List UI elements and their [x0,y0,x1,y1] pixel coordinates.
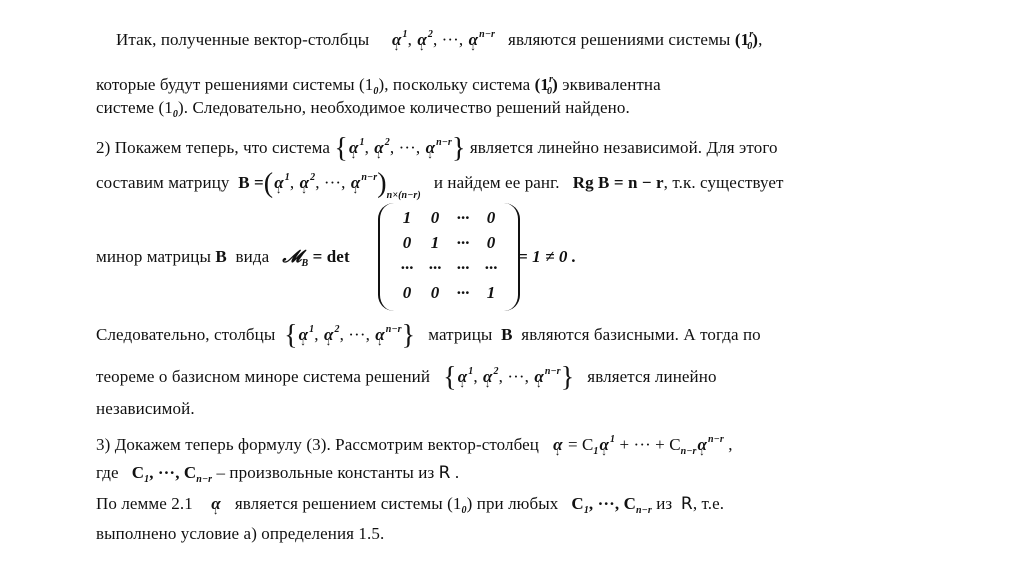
line-12: По лемме 2.1 α ↓ является решением системы $(1_0)$ при любых $C_1$, ···, $C_{n-r}$ из R, т.е. [96,492,724,523]
line-4: 2) Покажем теперь, что система {α ↓$^1$, α ↓$^2$, ···, α ↓$^{n-r}$} является линейно независимой. Для этого [96,131,778,161]
text: теореме о базисном миноре система решений [96,367,431,386]
text: из [651,494,673,513]
matrix-row [393,280,505,305]
text: = 1 ≠ 0 . [518,247,577,266]
alpha-2: α ↓ [323,323,335,347]
text: 3) Докажем теперь формулу (3). Рассмотрим вектор-столбец [96,435,539,454]
alpha-2: α ↓ [299,171,311,195]
text: составим матрицу [96,173,230,192]
alpha-nr: α ↓ [425,136,437,160]
matrix-cell: 1 [402,207,412,227]
text: являются базисными. А тогда по [521,325,761,344]
matrix-row [393,255,505,280]
line-7: Следовательно, столбцы {α ↓$^1$, α ↓$^2$, ···, α ↓$^{n-r}$} матрицы B являются базисными. А тогда по [96,318,761,348]
text: По лемме 2.1 [96,494,193,513]
matrix-cell: ··· [456,207,470,227]
line-11: где $C_1$, ···, $C_{n-r}$ – произвольные константы из R . [96,463,460,485]
line-6: минор матрицы B вида 𝓜$_B$ = det [96,247,350,269]
matrix-cell: 0 [486,232,496,252]
line-6-end [518,245,576,269]
alpha-1: α ↓ [348,136,360,160]
matrix-cell: ··· [484,257,498,277]
text: является решением системы (1 [234,494,462,513]
line-3: системе $(1_0)$. Следовательно, необходимое количество решений найдено. [96,98,630,120]
line-2: которые будут решениями системы $(1_0)$, поскольку система $(1^r_0)$ эквивалентна [96,74,661,97]
matrix-cell: ··· [456,232,470,252]
text: минор матрицы [96,247,212,266]
text: . Следовательно, необходимое количество решений найдено. [183,98,630,117]
matrix-cell: 1 [430,232,440,252]
matrix-row [393,230,505,255]
alpha: α ↓ [210,492,222,516]
text: – произвольные константы из [212,463,435,482]
matrix-cell: 0 [430,282,440,302]
alpha-2: α ↓ [482,365,494,389]
matrix-cell: ··· [428,257,442,277]
alpha-nr: α ↓ [350,171,362,195]
rank-formula: Rg B = n − r [572,173,664,192]
alpha-1: α ↓ [599,433,611,457]
matrix-cell: 0 [430,207,440,227]
text: вида [235,247,270,266]
text: , поскольку система [384,75,531,94]
alpha: α ↓ [552,433,564,457]
text: является линейно независимой. Для этого [469,138,778,157]
text: системе [96,98,155,117]
matrix-cell: ··· [400,257,414,277]
alpha-2: α ↓ [416,28,428,52]
matrix-row [393,205,505,230]
line-8: теореме о базисном миноре система решений {α ↓$^1$, α ↓$^2$, ···, α ↓$^{n-r}$} является линейно [96,360,717,390]
text: Итак, полученные вектор-столбцы [116,30,370,49]
line-9 [96,397,195,421]
text: , т.к. существует [663,173,784,192]
alpha-1: α ↓ [457,365,469,389]
matrix-cell: ··· [456,282,470,302]
alpha-1: α ↓ [391,28,403,52]
minor-symbol: 𝓜 [282,247,302,266]
text: где [96,463,119,482]
alpha-nr: α ↓ [533,365,545,389]
alpha-1: α ↓ [273,171,285,195]
text: эквивалентна [562,75,661,94]
alpha-1: α ↓ [298,323,310,347]
text: которые будут решениями системы [96,75,355,94]
line-5: составим матрицу B =(α ↓$^1$, α ↓$^2$, ···, α $↓^{n-r})_{n\times(n-r)}$ и найдем ее ранг. Rg B = n − r, т.к. существует [96,166,784,208]
reals-symbol: R [680,494,693,514]
alpha-nr: α ↓ [374,323,386,347]
reals-symbol: R [438,463,451,483]
alpha-nr: α ↓ [697,433,709,457]
matrix-cell: 0 [402,232,412,252]
text: при любых [472,494,559,513]
text: матрицы [428,325,493,344]
matrix-cell: ··· [456,257,470,277]
text: и найдем ее ранг. [433,173,560,192]
text: являются решениями системы [508,30,731,49]
text: выполнено условие а) определения 1.5. [96,524,385,543]
text: Следовательно, столбцы [96,325,276,344]
text: , т.е. [692,494,725,513]
text: независимой. [96,399,195,418]
matrix-cell: 0 [402,282,412,302]
alpha-nr: α ↓ [468,28,480,52]
text: является линейно [587,367,717,386]
text: 2) Покажем теперь, что система [96,138,331,157]
matrix-cell: 1 [486,282,496,302]
line-10: 3) Докажем теперь формулу (3). Рассмотрим вектор-столбец α ↓ = $C_1\alpha$ ↓$^1$ + ··· + $C_{n-r}\alpha$ ↓$^{n-r}$ , [96,428,733,464]
line-13 [96,522,384,546]
matrix-cell: 0 [486,207,496,227]
alpha-2: α ↓ [373,136,385,160]
minor-matrix [378,203,520,311]
line-1: Итак, полученные вектор-столбцы α ↓$^1$, α ↓$^2$, ···, α ↓$^{n-r}$ являются решениями системы $(1^r_0)$, [116,23,762,59]
